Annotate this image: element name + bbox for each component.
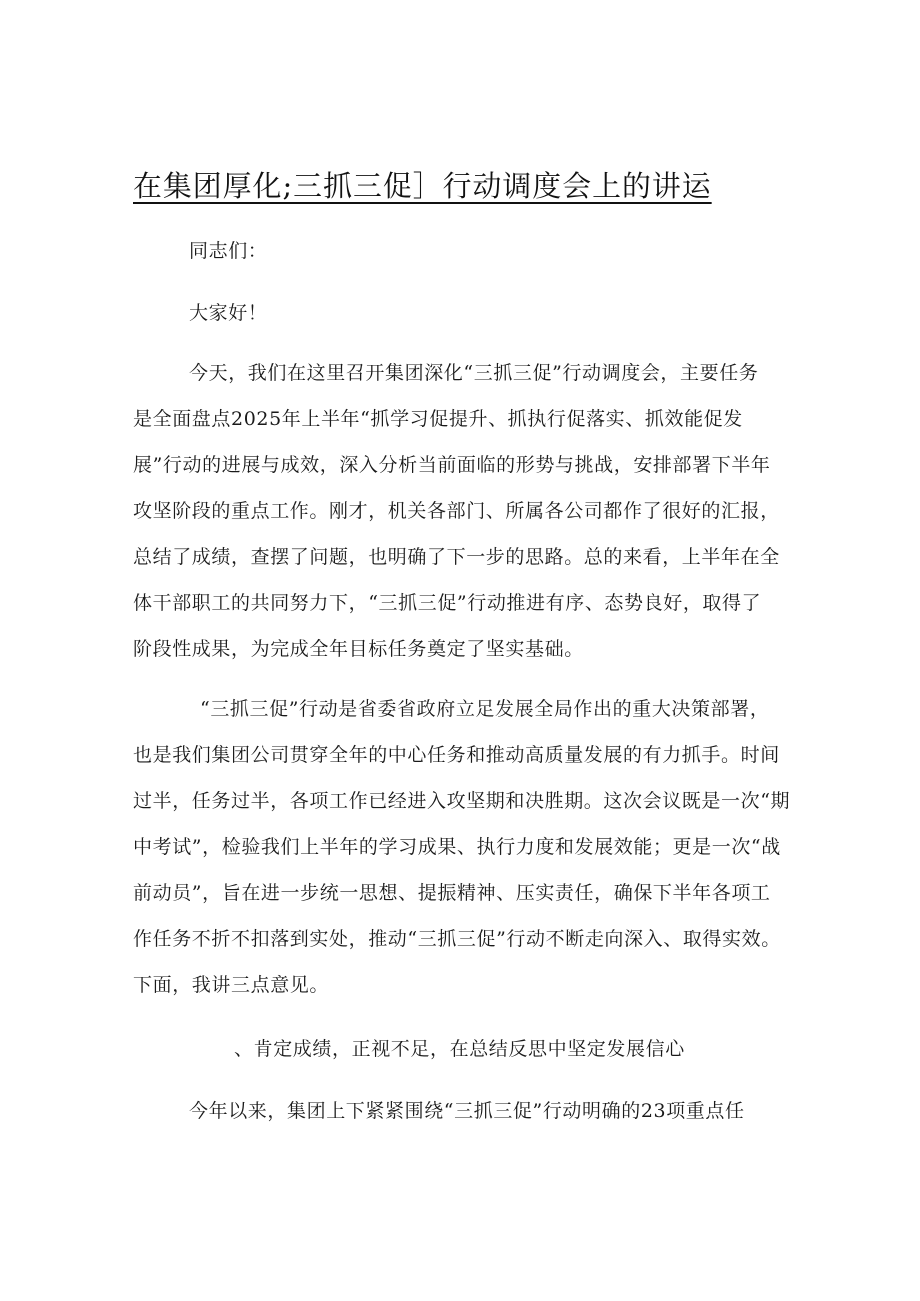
- document-title: 在集团厚化;三抓三促］行动调度会上的讲运: [133, 169, 712, 203]
- paragraph-line: 今天，我们在这里召开集团深化“三抓三促”行动调度会，主要任务: [189, 362, 759, 384]
- paragraph-line: 展”行动的进展与成效，深入分析当前面临的形势与挑战，安排部署下半年: [133, 454, 771, 476]
- paragraph-line: 过半，任务过半，各项工作已经进入攻坚期和决胜期。这次会议既是一次“期: [133, 790, 791, 812]
- paragraph-line: 作任务不折不扣落到实处，推动“三抓三促”行动不断走向深入、取得实效。: [133, 928, 781, 950]
- paragraph-line: 是全面盘点2025年上半年“抓学习促提升、抓执行促落实、抓效能促发: [133, 408, 743, 430]
- paragraph-line: 也是我们集团公司贯穿全年的中心任务和推动高质量发展的有力抓手。时间: [133, 744, 780, 766]
- paragraph-3-line: 今年以来，集团上下紧紧围绕“三抓三促”行动明确的23项重点任: [189, 1100, 745, 1122]
- paragraph-line: 总结了成绩，查摆了问题，也明确了下一步的思路。总的来看，上半年在全: [133, 546, 780, 568]
- paragraph-line: “三抓三促”行动是省委省政府立足发展全局作出的重大决策部署，: [200, 698, 770, 720]
- paragraph-line: 中考试”，检验我们上半年的学习成果、执行力度和发展效能；更是一次“战: [133, 836, 781, 858]
- greeting: 同志们：: [189, 240, 268, 262]
- paragraph-line: 攻坚阶段的重点工作。刚才，机关各部门、所属各公司都作了很好的汇报，: [133, 500, 780, 522]
- paragraph-line: 阶段性成果，为完成全年目标任务奠定了坚实基础。: [133, 638, 584, 660]
- section-heading: 、肯定成绩，正视不足，在总结反思中坚定发展信心: [234, 1038, 685, 1060]
- paragraph-line: 前动员”，旨在进一步统一思想、提振精神、压实责任，确保下半年各项工: [133, 882, 771, 904]
- salutation: 大家好！: [189, 302, 268, 324]
- paragraph-line: 下面，我讲三点意见。: [133, 974, 330, 996]
- paragraph-line: 体干部职工的共同努力下，“三抓三促”行动推进有序、态势良好，取得了: [133, 592, 762, 614]
